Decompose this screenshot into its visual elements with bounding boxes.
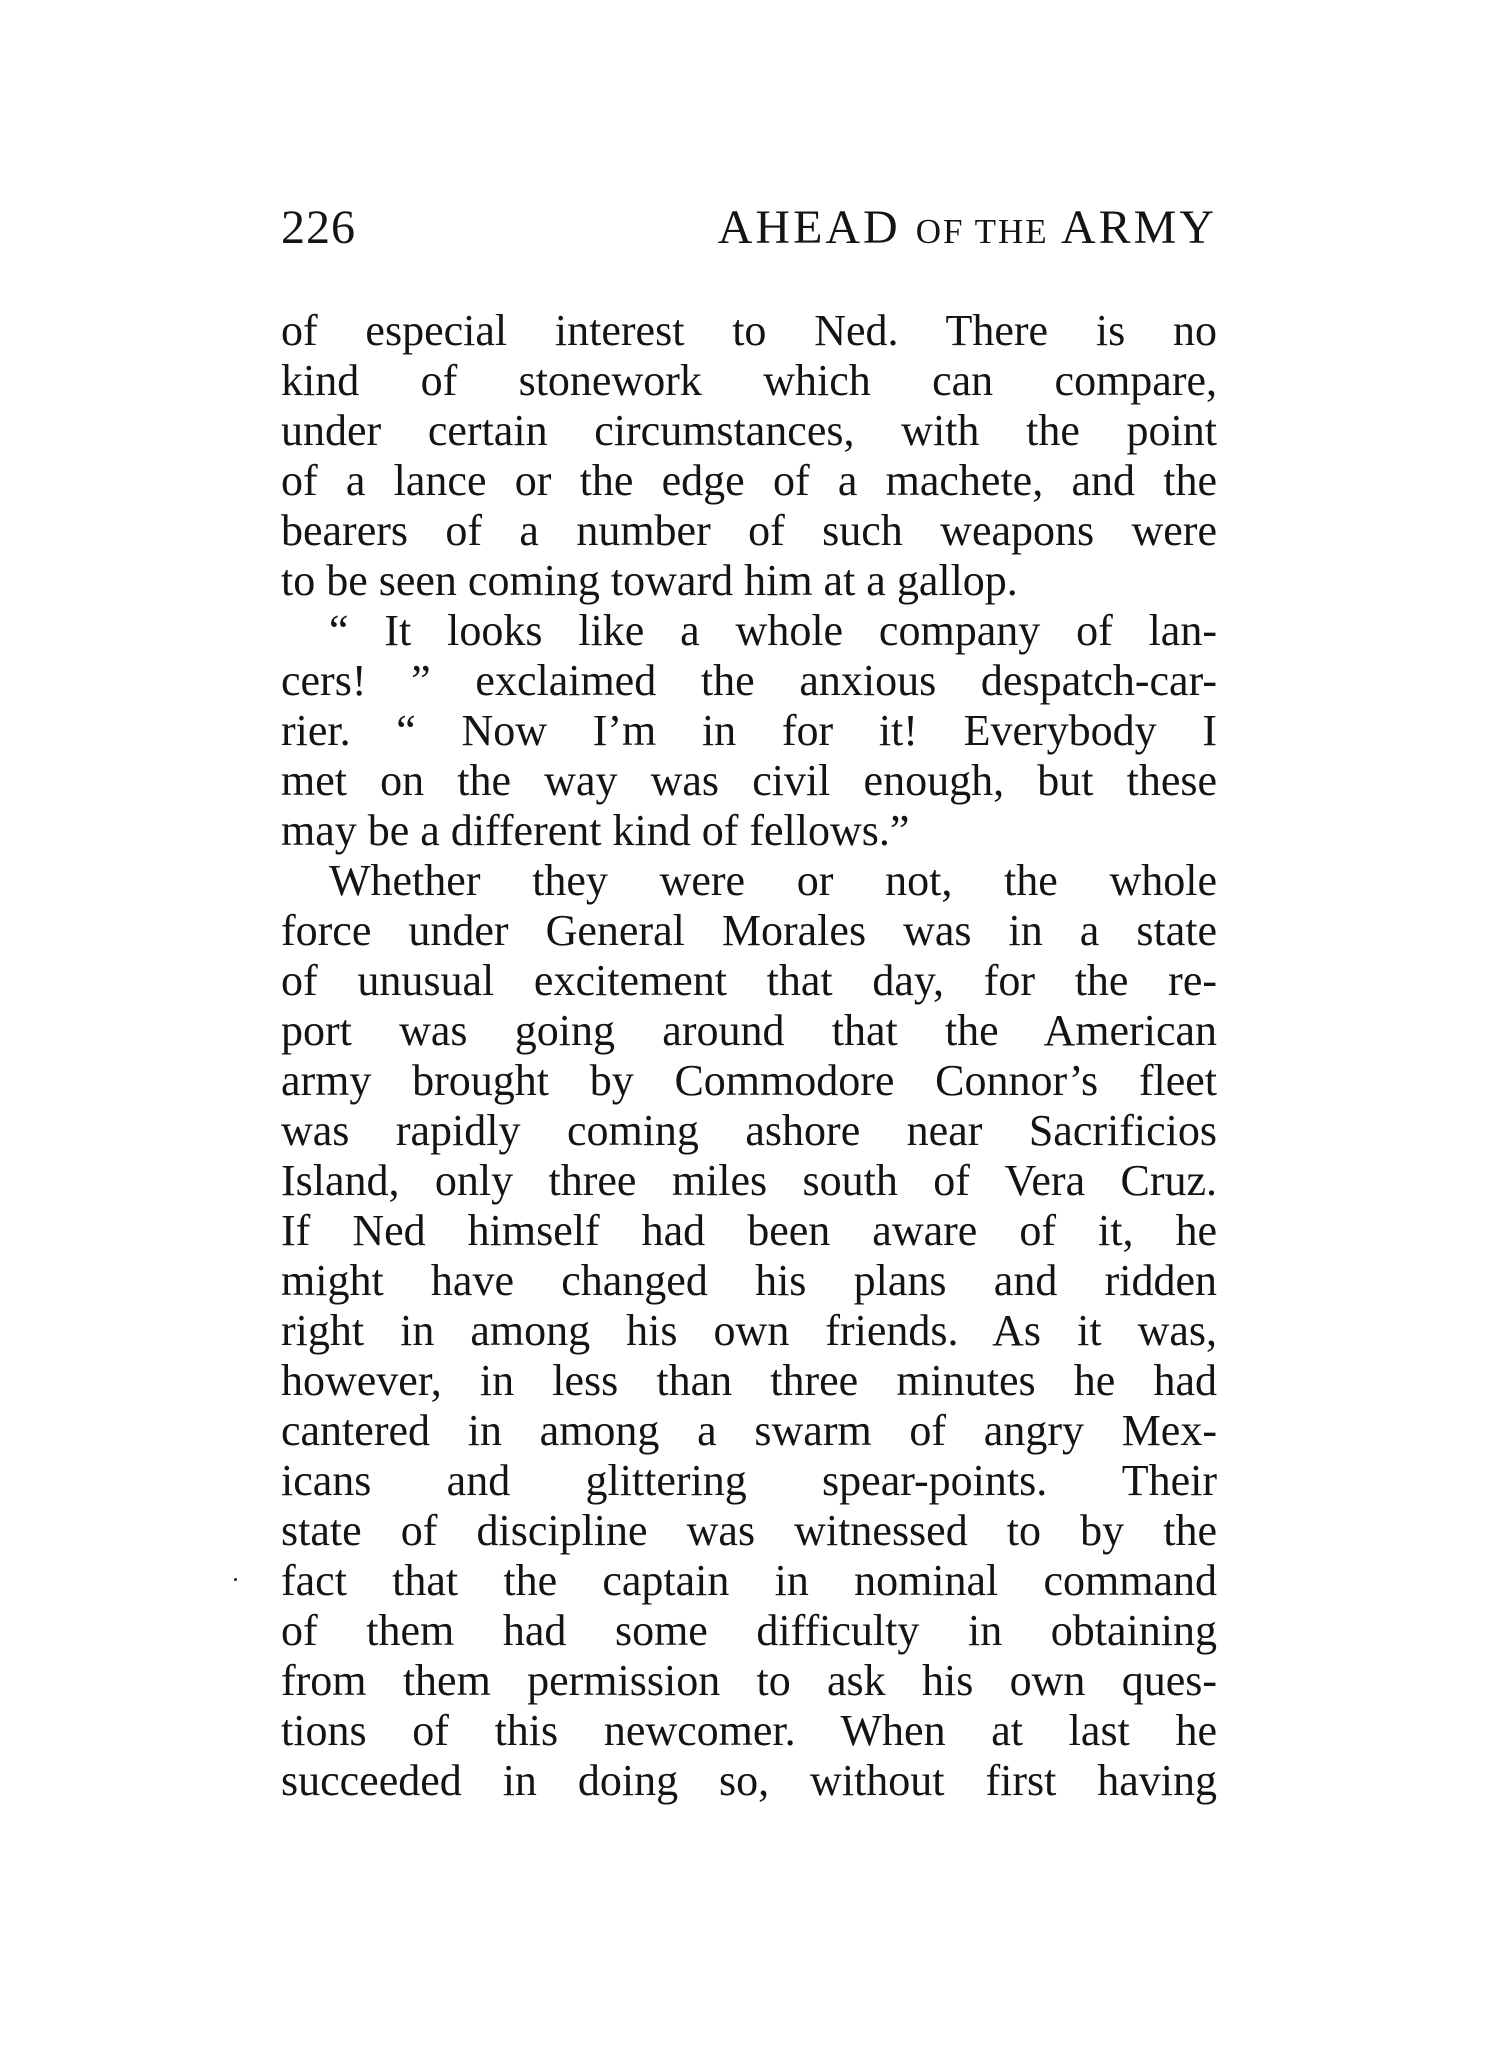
text-line: cers! ” exclaimed the anxious despatch-car-	[281, 656, 1217, 705]
text-line: of unusual excitement that day, for the re-	[281, 956, 1217, 1005]
text-line: may be a different kind of fellows.”	[281, 806, 910, 855]
running-title-part-2: OF THE	[915, 212, 1049, 251]
text-line: of especial interest to Ned. There is no	[281, 306, 1217, 355]
text-line: fact that the captain in nominal command	[281, 1556, 1217, 1605]
text-line: to be seen coming toward him at a gallop.	[281, 556, 1018, 605]
running-title-part-3: ARMY	[1048, 201, 1217, 254]
text-line: succeeded in doing so, without first having	[281, 1756, 1217, 1805]
text-line: rier. “ Now I’m in for it! Everybody I	[281, 706, 1217, 755]
page-body	[281, 306, 1217, 1806]
page-number: 226	[281, 201, 356, 254]
margin-speck	[234, 1578, 237, 1581]
text-line: force under General Morales was in a state	[281, 906, 1217, 955]
text-line: from them permission to ask his own ques-	[281, 1656, 1217, 1705]
text-line: tions of this newcomer. When at last he	[281, 1706, 1217, 1755]
text-line: port was going around that the American	[281, 1006, 1217, 1055]
text-line: Whether they were or not, the whole	[329, 856, 1217, 905]
running-header	[281, 200, 1217, 270]
text-line: might have changed his plans and ridden	[281, 1256, 1217, 1305]
text-line: bearers of a number of such weapons were	[281, 506, 1217, 555]
text-line: state of discipline was witnessed to by the	[281, 1506, 1217, 1555]
text-line: met on the way was civil enough, but these	[281, 756, 1217, 805]
text-line: however, in less than three minutes he had	[281, 1356, 1217, 1405]
text-line: army brought by Commodore Connor’s fleet	[281, 1056, 1217, 1105]
text-line: right in among his own friends. As it was,	[281, 1306, 1217, 1355]
text-line: was rapidly coming ashore near Sacrificios	[281, 1106, 1217, 1155]
running-title	[718, 200, 1217, 255]
text-line: of them had some difficulty in obtaining	[281, 1606, 1217, 1655]
text-line: “ It looks like a whole company of lan-	[329, 606, 1217, 655]
text-line: Island, only three miles south of Vera Cruz.	[281, 1156, 1217, 1205]
text-line: icans and glittering spear-points. Their	[281, 1456, 1217, 1505]
text-line: If Ned himself had been aware of it, he	[281, 1206, 1217, 1255]
text-line: cantered in among a swarm of angry Mex-	[281, 1406, 1217, 1455]
running-title-part-1: AHEAD	[717, 201, 916, 254]
text-line: under certain circumstances, with the point	[281, 406, 1217, 455]
text-line: of a lance or the edge of a machete, and the	[281, 456, 1217, 505]
text-line: kind of stonework which can compare,	[281, 356, 1217, 405]
